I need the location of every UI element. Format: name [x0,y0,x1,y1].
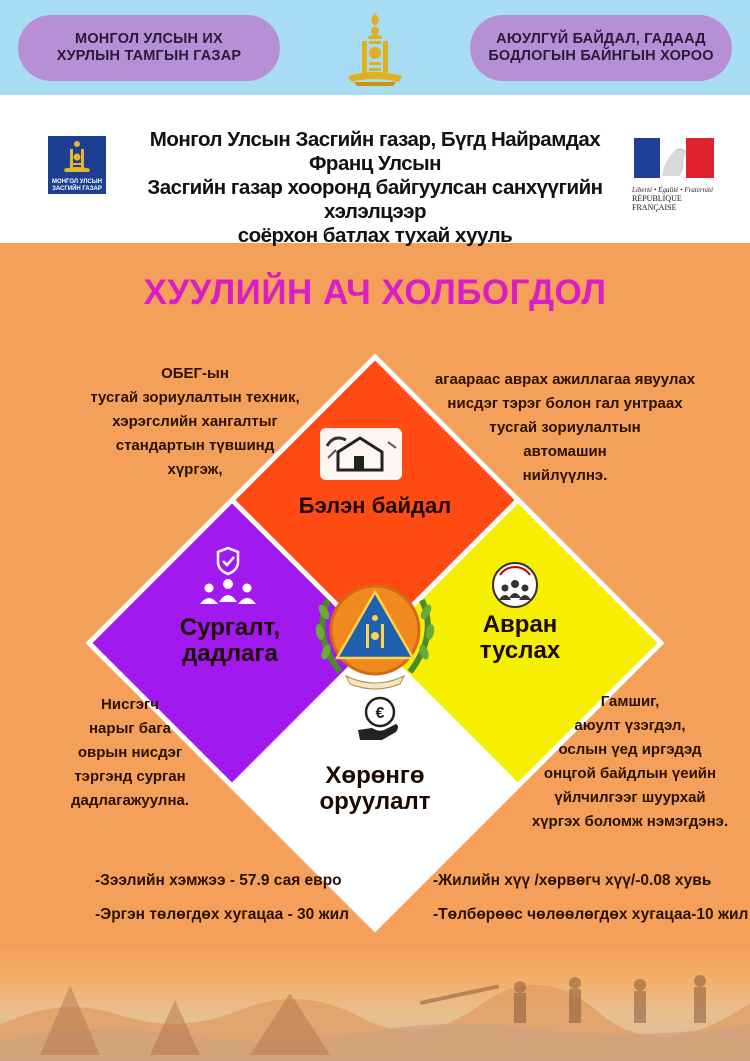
parliament-office-label: МОНГОЛ УЛСЫН ИХ ХУРЛЫН ТАМГЫН ГАЗАР [56,31,242,64]
soyombo-emblem-icon [344,10,406,86]
french-republic-name: RÉPUBLIQUE FRANÇAISE [632,194,682,212]
french-republic-logo [632,136,716,212]
text-top-right: агаараас аврах ажиллагаа явуулах нисдэг тэрэг болон гал унтраах тусгай зориулалтын автомашин нийлүүлнэ. [434,371,696,484]
text-top-left: ОБЕГ-ын тусгай зориулалтын техник, хэрэгслийн хангалтыг стандартын түвшинд хүргэж, [90,365,300,478]
fact-repayment-period: -Эргэн төлөгдөх хугацаа - 30 жил [95,906,349,923]
french-motto: Liberté • Égalité • Fraternité [632,186,714,194]
government-soyombo-icon [48,136,106,174]
main-title: ХУУЛИЙН АЧ ХОЛБОГДОЛ [143,273,607,312]
parliament-office-pill [18,15,280,81]
fact-grace-period: -Төлбөрөөс чөлөөлөгдөх хугацаа-10 жил [433,906,749,923]
svg-text:€: € [375,705,385,722]
fact-interest-rate: -Жилийн хүү /хөрвөгч хүү/-0.08 хувь [433,872,712,889]
label-rescue: Авран туслах [479,611,561,664]
label-training: Сургалт, дадлага [179,614,281,667]
french-flag-icon [632,136,716,180]
label-investment: Хөрөнгө оруулалт [319,762,431,815]
text-bottom-right: Гамшиг, аюулт үзэгдэл, ослын үед иргэдэд онцгой байдлын үеийн үйлчилгээг шуурхай хүргэх боломж нэмэгдэнэ. [531,693,729,830]
text-bottom-left: Нисгэгч нарыг бага оврын нисдэг тэргэнд сурган дадлагажуулна. [70,696,190,809]
mongolian-government-logo [48,136,106,194]
rescue-team-icon [493,563,537,607]
fact-loan-size: -Зээлийн хэмжээ - 57.9 сая евро [95,872,342,889]
security-committee-pill [470,15,732,81]
law-headline: Монгол Улсын Засгийн газар, Бүгд Найрамдах Франц Улсын Засгийн газар хооронд байгуулсан санхүүгийн хэлэлцээр соёрхон батлах тухай хууль [147,128,603,247]
firefighters-silhouette-icon [0,955,750,1061]
security-committee-label: АЮУЛГҮЙ БАЙДАЛ, ГАДААД БОДЛОГЫН БАЙНГЫН ХОРОО [488,31,714,64]
label-readiness: Бэлэн байдал [298,493,452,518]
government-logo-text: МОНГОЛ УЛСЫН ЗАСГИЙН ГАЗАР [52,179,102,192]
